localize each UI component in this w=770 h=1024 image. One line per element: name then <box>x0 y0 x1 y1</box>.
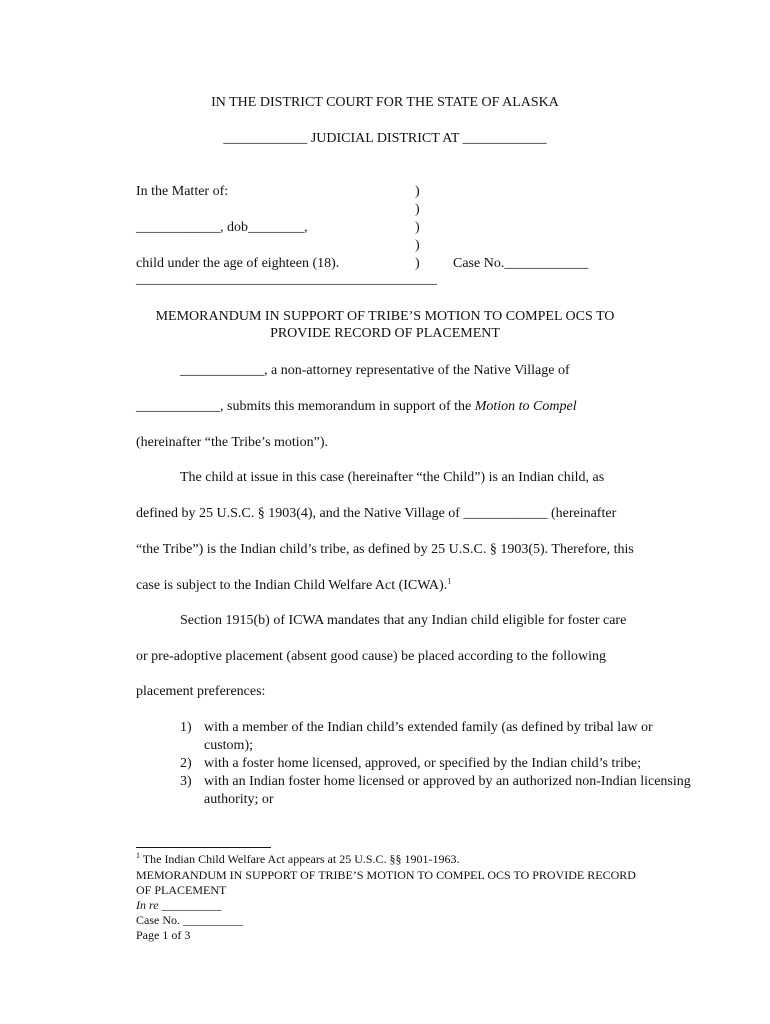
caption-case-number: Case No.____________ <box>453 256 589 271</box>
judicial-district-line: ____________ JUDICIAL DISTRICT AT ____________ <box>223 131 547 146</box>
court-heading: IN THE DISTRICT COURT FOR THE STATE OF ALASKA <box>211 95 559 110</box>
caption-paren: ) <box>415 202 420 217</box>
caption-child-description: child under the age of eighteen (18). <box>136 256 340 271</box>
memorandum-title-line2: PROVIDE RECORD OF PLACEMENT <box>270 326 500 341</box>
paragraph-3-line: placement preferences: <box>136 684 266 699</box>
paragraph-1-line: ____________, a non-attorney representative of the Native Village of <box>180 363 570 378</box>
list-text: with an Indian foster home licensed or approved by an authorized non-Indian licensing authority; or <box>204 774 691 807</box>
caption-paren: ) <box>415 256 420 271</box>
paragraph-3-line: Section 1915(b) of ICWA mandates that any Indian child eligible for foster care <box>180 613 627 628</box>
caption-underline: ___________________________________________ <box>136 272 437 287</box>
placement-preference-item <box>180 773 700 809</box>
paragraph-1-line: (hereinafter “the Tribe’s motion”). <box>136 435 329 450</box>
paragraph-2-line: “the Tribe”) is the Indian child’s tribe, as defined by 25 U.S.C. § 1903(5). Therefore, this <box>136 542 634 557</box>
list-number: 3) <box>180 774 192 789</box>
caption-paren: ) <box>415 184 420 199</box>
in-re-label: In re <box>136 898 159 912</box>
page-number: Page 1 of 3 <box>136 928 191 942</box>
paragraph-1-line <box>136 399 577 415</box>
footer-case-number: Case No. __________ <box>136 913 243 927</box>
footer-title-line2: OF PLACEMENT <box>136 883 227 897</box>
list-text: with a foster home licensed, approved, or specified by the Indian child’s tribe; <box>204 756 641 771</box>
paragraph-2-line: The child at issue in this case (hereinafter “the Child”) is an Indian child, as <box>180 470 605 485</box>
footer-title-line1: MEMORANDUM IN SUPPORT OF TRIBE’S MOTION TO COMPEL OCS TO PROVIDE RECORD <box>136 868 636 882</box>
footnote-reference[interactable]: 1 <box>447 576 452 586</box>
footnote-text: The Indian Child Welfare Act appears at 25 U.S.C. §§ 1901-1963. <box>140 852 460 866</box>
footnote <box>136 852 460 867</box>
caption-matter-of: In the Matter of: <box>136 184 229 199</box>
paragraph-text: ____________, submits this memorandum in support of the <box>136 399 475 414</box>
paragraph-3-line: or pre-adoptive placement (absent good cause) be placed according to the following <box>136 649 606 664</box>
in-re-blank: __________ <box>158 898 222 912</box>
caption-paren: ) <box>415 238 420 253</box>
footnote-number: 1 <box>136 851 140 860</box>
placement-preference-item <box>180 719 700 755</box>
placement-preference-item <box>180 755 700 773</box>
motion-title-italic: Motion to Compel <box>474 399 577 414</box>
footer-in-re <box>136 898 222 913</box>
memorandum-title-line1: MEMORANDUM IN SUPPORT OF TRIBE’S MOTION TO COMPEL OCS TO <box>155 309 615 324</box>
caption-name-dob: ____________, dob________, <box>136 220 308 235</box>
paragraph-text: case is subject to the Indian Child Welfare Act (ICWA). <box>136 578 448 593</box>
list-number: 2) <box>180 756 192 771</box>
caption-paren: ) <box>415 220 420 235</box>
list-text: with a member of the Indian child’s extended family (as defined by tribal law or custom); <box>204 720 653 753</box>
paragraph-2-line: defined by 25 U.S.C. § 1903(4), and the Native Village of ____________ (hereinafter <box>136 506 617 521</box>
footnote-divider <box>136 847 271 848</box>
paragraph-2-line <box>136 578 451 594</box>
list-number: 1) <box>180 720 192 735</box>
